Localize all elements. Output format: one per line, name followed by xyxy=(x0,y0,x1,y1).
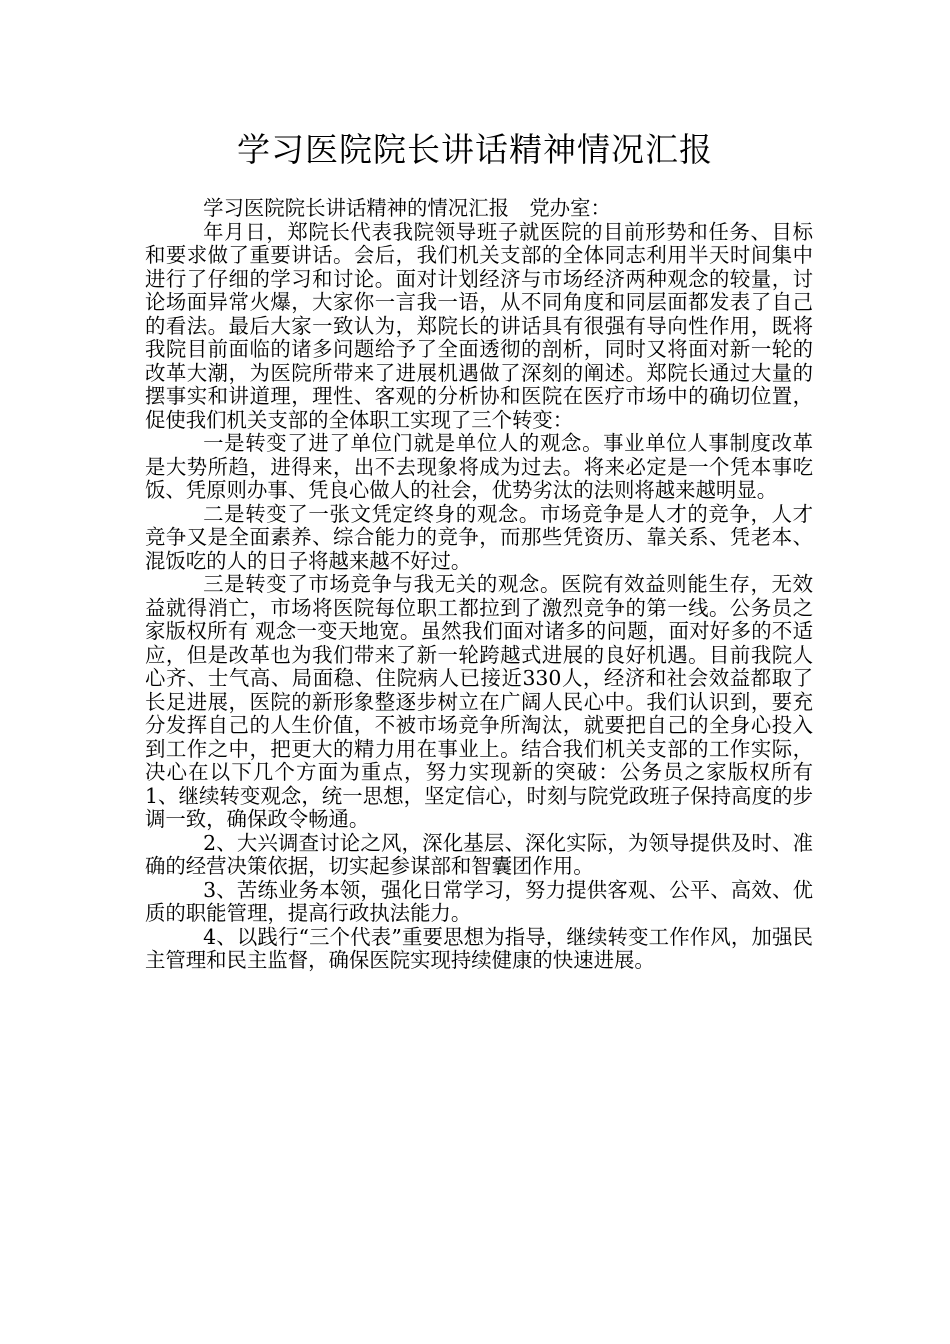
paragraph-change-one: 一是转变了进了单位门就是单位人的观念。事业单位人事制度改革是大势所趋，进得来，出不去现象将成为过去。将来必定是一个凭本事吃饭、凭原则办事、凭良心做人的社会，优势劣汰的法则将越来越明显。 xyxy=(145,431,813,502)
document-body xyxy=(145,197,813,973)
paragraph-intro: 年月日，郑院长代表我院领导班子就医院的目前形势和任务、目标和要求做了重要讲话。会后，我们机关支部的全体同志利用半天时间集中进行了仔细的学习和讨论。面对计划经济与市场经济两种观念的较量，讨论场面异常火爆，大家你一言我一语，从不同角度和同层面都发表了自己的看法。最后大家一致认为，郑院长的讲话具有很强有导向性作用，既将我院目前面临的诸多问题给予了全面透彻的剖析，同时又将面对新一轮的改革大潮，为医院所带来了进展机遇做了深刻的阐述。郑院长通过大量的摆事实和讲道理，理性、客观的分析协和医院在医疗市场中的确切位置，促使我们机关支部的全体职工实现了三个转变： xyxy=(145,219,813,432)
paragraph-change-two: 二是转变了一张文凭定终身的观念。市场竞争是人才的竞争，人才竞争又是全面素养、综合能力的竞争，而那些凭资历、靠关系、凭老本、混饭吃的人的日子将越来越不好过。 xyxy=(145,501,813,573)
paragraph-item-2: 2、大兴调查讨论之风，深化基层、深化实际，为领导提供及时、准确的经营决策依据，切实起参谋部和智囊团作用。 xyxy=(145,830,813,878)
paragraph-heading-line: 学习医院院长讲话精神的情况汇报 党办室： xyxy=(203,196,611,220)
paragraph-item-4: 4、以践行“三个代表”重要思想为指导，继续转变工作作风，加强民主管理和民主监督，确保医院实现持续健康的快速进展。 xyxy=(145,924,813,972)
paragraph-change-three: 三是转变了市场竞争与我无关的观念。医院有效益则能生存，无效益就得消亡，市场将医院每位职工都拉到了激烈竞争的第一线。公务员之家版权所有 观念一变天地宽。虽然我们面对诸多的问题，面对好多的不适应，但是改革也为我们带来了新一轮跨越式进展的良好机遇。目前我院人心齐、士气高、局面稳、住院病人已接近330人，经济和社会效益都取了长足进展，医院的新形象整逐步树立在广阔人民心中。我们认识到，要充分发挥自己的人生价值，不被市场竞争所淘汰，就要把自己的全身心投入到工作之中，把更大的精力用在事业上。结合我们机关支部的工作实际，决心在以下几个方面为重点，努力实现新的突破：公务员之家版权所有 1、继续转变观念，统一思想，坚定信心，时刻与院党政班子保持高度的步调一致，确保政令畅通。 xyxy=(145,572,813,831)
paragraph-item-3: 3、苦练业务本领，强化日常学习，努力提供客观、公平、高效、优质的职能管理，提高行政执法能力。 xyxy=(145,877,813,925)
document-title: 学习医院院长讲话精神情况汇报 xyxy=(237,130,713,169)
